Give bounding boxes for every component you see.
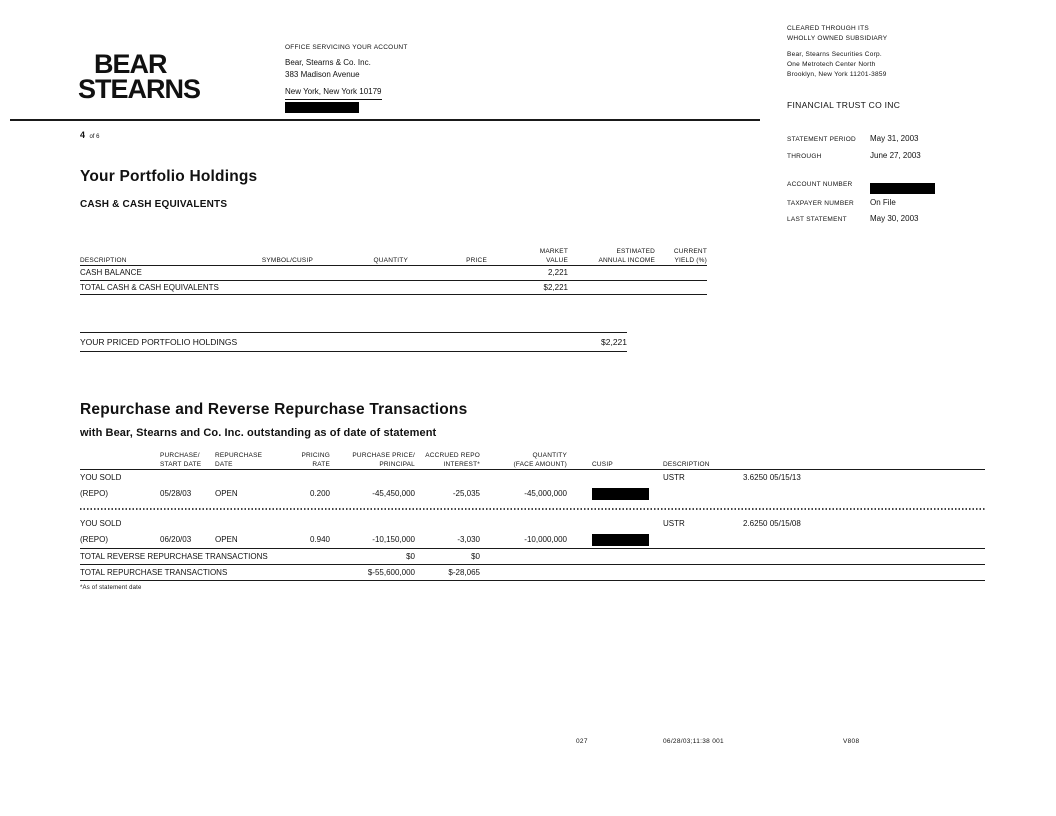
repo-col-cusip: CUSIP	[592, 460, 613, 468]
repo-total-reverse-interest: $0	[471, 552, 480, 561]
page-number-value: 4	[80, 130, 86, 140]
bear-stearns-logo	[78, 49, 201, 104]
statement-period-label: STATEMENT PERIOD	[787, 136, 857, 143]
repo-footnote: *As of statement date	[80, 585, 142, 591]
repo-group1-start-date: 05/28/03	[160, 489, 192, 498]
repo-total-principal: $-55,600,000	[367, 568, 415, 577]
priced-holdings-label: YOUR PRICED PORTFOLIO HOLDINGS	[80, 337, 238, 347]
repo-total-reverse-label: TOTAL REVERSE REPURCHASE TRANSACTIONS	[80, 552, 268, 561]
priced-holdings-box	[80, 332, 627, 352]
office-company: Bear, Stearns & Co. Inc.	[285, 58, 371, 67]
taxpayer-value: On File	[870, 197, 896, 207]
repo-group2-coupon: 2.6250 05/15/08	[743, 519, 801, 528]
cash-col-price: PRICE	[466, 256, 487, 264]
header-divider	[10, 119, 760, 121]
repo-group1-cusip-cell	[567, 488, 655, 500]
repo-total-reverse-principal: $0	[406, 552, 415, 561]
repo-col-interest: ACCRUED REPO INTEREST*	[425, 452, 480, 468]
repo-group1-detail-row	[80, 485, 985, 502]
clearing-address2: Brooklyn, New York 11201-3859	[787, 71, 887, 78]
repo-col-repurchase-date: REPURCHASE DATE	[215, 452, 263, 468]
repo-group2-repurchase-date: OPEN	[215, 535, 238, 544]
statement-through-label: THROUGH	[787, 152, 822, 160]
footer-code-center: 06/28/03;11:38 001	[663, 738, 724, 745]
footer-code-right: V808	[843, 738, 860, 745]
redacted-bar-account-number	[870, 183, 935, 194]
repo-total-label: TOTAL REPURCHASE TRANSACTIONS	[80, 568, 228, 577]
statement-period-value: May 31, 2003	[870, 134, 919, 143]
repo-group2-sold-row	[80, 516, 985, 531]
repo-col-pricing-rate: PRICING RATE	[301, 452, 330, 468]
repo-group1-interest: -25,035	[452, 489, 480, 498]
taxpayer-row	[787, 197, 997, 214]
cash-table	[80, 243, 707, 295]
divider	[80, 580, 985, 581]
repo-col-start-date: PURCHASE/ START DATE	[160, 452, 202, 468]
cash-col-symbol-cusip: SYMBOL/CUSIP	[261, 256, 313, 264]
cash-balance-row	[80, 266, 707, 280]
repo-table	[80, 446, 985, 591]
repo-group1-sold-row	[80, 470, 985, 485]
redacted-bar-cusip-1	[592, 488, 649, 500]
dotted-divider	[80, 508, 985, 510]
clearing-line2: WHOLLY OWNED SUBSIDIARY	[787, 35, 888, 42]
taxpayer-label: TAXPAYER NUMBER	[787, 199, 854, 207]
repo-group1-repurchase-date: OPEN	[215, 489, 238, 498]
portfolio-subtitle: CASH & CASH EQUIVALENTS	[80, 199, 228, 210]
cash-balance-description: CASH BALANCE	[80, 268, 142, 278]
repo-group2-sold-label: YOU SOLD	[80, 519, 122, 528]
account-number-label: ACCOUNT NUMBER	[787, 181, 853, 188]
cash-col-annual-income: ESTIMATED ANNUAL INCOME	[598, 248, 655, 264]
cash-total-row	[80, 281, 707, 295]
footer-code-left: 027	[576, 738, 588, 745]
cash-col-market-value: MARKET VALUE	[539, 248, 568, 264]
redacted-bar-office	[285, 102, 359, 113]
repo-total-interest: $-28,065	[448, 568, 480, 577]
repo-group1-quantity: -45,000,000	[524, 489, 567, 498]
repo-group2-quantity: -10,000,000	[524, 535, 567, 544]
page-number	[80, 125, 99, 143]
cash-table-header-row	[80, 243, 707, 265]
account-holder-name: FINANCIAL TRUST CO INC	[787, 100, 901, 110]
redacted-bar-cusip-2	[592, 534, 649, 546]
logo-text-bear: BEAR	[94, 49, 167, 79]
repo-group1-sold-label: YOU SOLD	[80, 473, 122, 482]
cash-total-market-value: $2,221	[543, 282, 568, 292]
cash-col-description: DESCRIPTION	[80, 256, 127, 264]
repo-group2-cusip-cell	[567, 534, 655, 546]
office-header: OFFICE SERVICING YOUR ACCOUNT	[285, 44, 408, 51]
repo-group2-start-date: 06/20/03	[160, 535, 192, 544]
repo-group2-interest: -3,030	[457, 535, 480, 544]
statement-info	[787, 133, 997, 230]
repo-group2-rate: 0.940	[309, 535, 330, 544]
office-address-line2: New York, New York 10179	[285, 86, 382, 100]
clearing-block	[787, 24, 887, 80]
repo-group2-repo-label: (REPO)	[80, 535, 108, 544]
divider	[80, 351, 627, 352]
repo-total-reverse-row	[80, 549, 985, 564]
repo-col-description: DESCRIPTION	[663, 460, 710, 468]
repo-total-row	[80, 565, 985, 580]
account-number-row	[787, 180, 997, 197]
repo-group1-description: USTR	[663, 473, 685, 482]
page-number-of: of 6	[89, 134, 100, 140]
repo-group1-coupon: 3.6250 05/15/13	[743, 473, 801, 482]
office-address-line1: 383 Madison Avenue	[285, 70, 360, 79]
statement-through-value: June 27, 2003	[870, 150, 921, 160]
cash-col-quantity: QUANTITY	[373, 256, 408, 264]
repo-group1-repo-label: (REPO)	[80, 489, 108, 498]
last-statement-row	[787, 213, 997, 230]
divider	[80, 294, 707, 295]
last-statement-label: LAST STATEMENT	[787, 216, 847, 223]
last-statement-value: May 30, 2003	[870, 214, 919, 223]
repo-table-header-row	[80, 446, 985, 469]
statement-through-row	[787, 150, 997, 167]
repo-group1-rate: 0.200	[309, 489, 330, 498]
repo-group2-description: USTR	[663, 519, 685, 528]
clearing-company: Bear, Stearns Securities Corp.	[787, 51, 882, 58]
cash-col-current-yield: CURRENT YIELD (%)	[673, 248, 707, 264]
repo-col-principal: PURCHASE PRICE/ PRINCIPAL	[352, 452, 415, 468]
statement-period-row	[787, 133, 997, 150]
cash-total-label: TOTAL CASH & CASH EQUIVALENTS	[80, 282, 219, 292]
logo-text-stearns: STEARNS	[78, 74, 201, 104]
clearing-line1: CLEARED THROUGH ITS	[787, 25, 869, 32]
cash-balance-market-value: 2,221	[547, 268, 568, 278]
repo-group2-principal: -10,150,000	[372, 535, 415, 544]
repo-group1-principal: -45,450,000	[372, 489, 415, 498]
clearing-address1: One Metrotech Center North	[787, 61, 876, 68]
office-servicing-block	[285, 43, 408, 113]
portfolio-title: Your Portfolio Holdings	[80, 168, 258, 185]
repo-subtitle: with Bear, Stearns and Co. Inc. outstanding as of date of statement	[80, 427, 437, 439]
repo-col-quantity: QUANTITY (FACE AMOUNT)	[513, 452, 567, 468]
repo-group2-detail-row	[80, 531, 985, 548]
priced-holdings-value: $2,221	[601, 337, 627, 347]
repo-title: Repurchase and Reverse Repurchase Transactions	[80, 401, 468, 418]
priced-holdings-row	[80, 333, 627, 351]
